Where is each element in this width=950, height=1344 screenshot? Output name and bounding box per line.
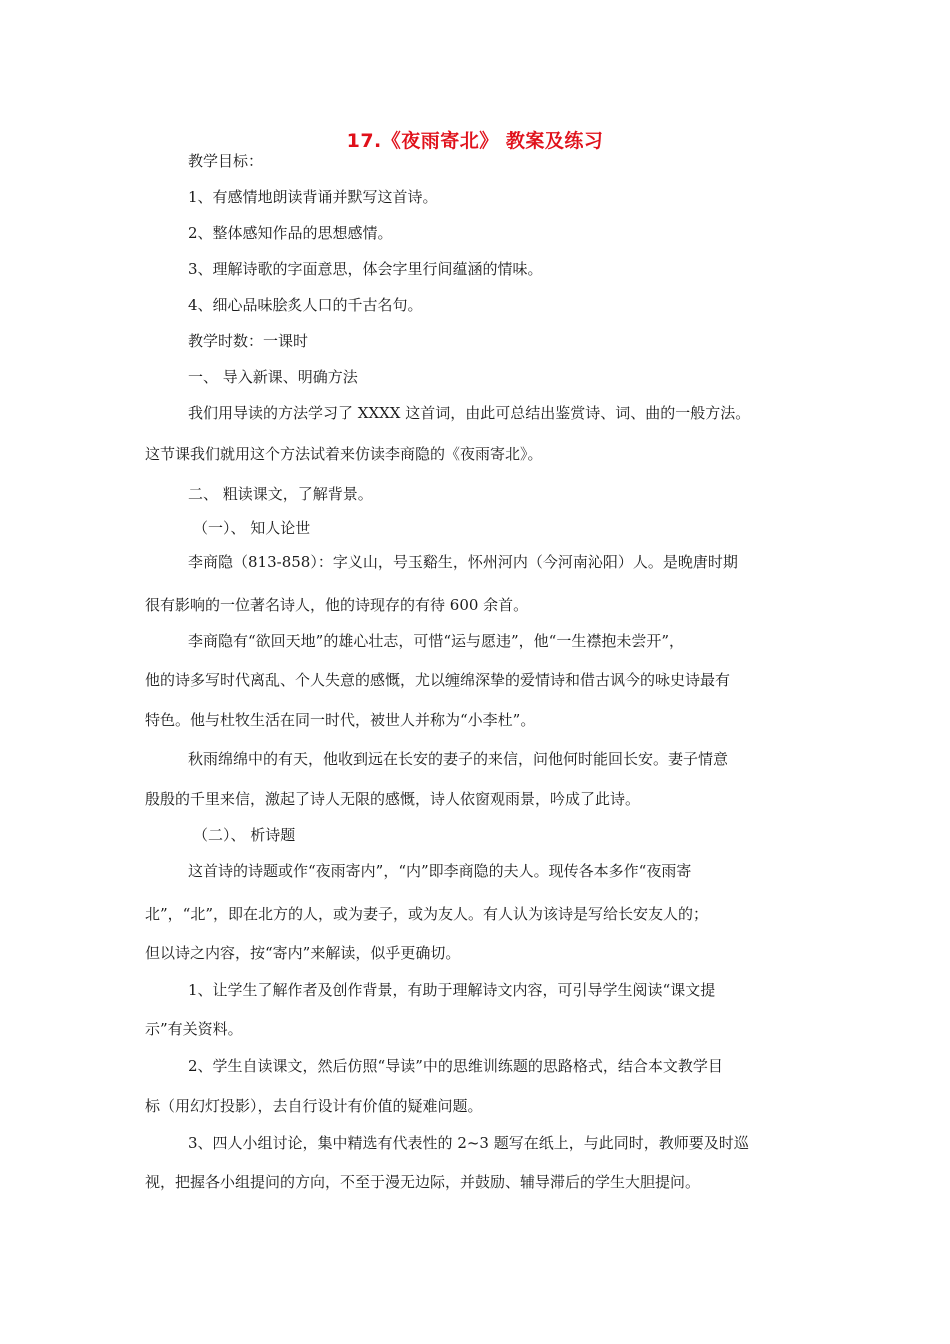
text-line: 1、让学生了解作者及创作背景，有助于理解诗文内容，可引导学生阅读“课文提 bbox=[188, 981, 716, 999]
text-line: 2、学生自读课文，然后仿照“导读”中的思维训练题的思路格式，结合本文教学目 bbox=[188, 1057, 723, 1075]
section-heading: 二、 粗读课文，了解背景。 bbox=[188, 485, 373, 503]
text-line: 这节课我们就用这个方法试着来仿读李商隐的《夜雨寄北》。 bbox=[145, 445, 543, 463]
text-line: 这首诗的诗题或作“夜雨寄内”，“内”即李商隐的夫人。现传各本多作“夜雨寄 bbox=[188, 862, 692, 880]
section-heading: 一、 导入新课、明确方法 bbox=[188, 368, 358, 386]
text-line: 教学时数：一课时 bbox=[188, 332, 309, 350]
text-line: 3、四人小组讨论，集中精选有代表性的 2~3 题写在纸上，与此同时，教师要及时巡 bbox=[188, 1134, 749, 1152]
text-line: 4、细心品味脍炙人口的千古名句。 bbox=[188, 296, 423, 314]
text-line: 2、整体感知作品的思想感情。 bbox=[188, 224, 393, 242]
text-line: 北”，“北”，即在北方的人，或为妻子，或为友人。有人认为该诗是写给长安友人的； bbox=[145, 905, 709, 923]
subsection-heading: （二）、 析诗题 bbox=[193, 826, 296, 844]
text-line: 殷殷的千里来信，激起了诗人无限的感慨，诗人依窗观雨景，吟成了此诗。 bbox=[145, 790, 641, 808]
text-line: 李商隐有“欲回天地”的雄心壮志，可惜“运与愿违”，他“一生襟抱未尝开”， bbox=[188, 632, 685, 650]
text-line: 很有影响的一位著名诗人，他的诗现存的有待 600 余首。 bbox=[145, 596, 529, 614]
text-line: 视，把握各小组提问的方向，不至于漫无边际，并鼓励、辅导滞后的学生大胆提问。 bbox=[145, 1173, 701, 1191]
text-line: 李商隐（813-858）：字义山，号玉谿生，怀州河内（今河南沁阳）人。是晚唐时期 bbox=[188, 553, 738, 571]
text-line: 但以诗之内容，按“寄内”来解读，似乎更确切。 bbox=[145, 944, 461, 962]
text-line: 特色。他与杜牧生活在同一时代，被世人并称为“小李杜”。 bbox=[145, 711, 536, 729]
document-title: 17.《夜雨寄北》 教案及练习 bbox=[346, 130, 604, 152]
text-line: 秋雨绵绵中的有天，他收到远在长安的妻子的来信，问他何时能回长安。妻子情意 bbox=[188, 750, 729, 768]
text-line: 3、理解诗歌的字面意思，体会字里行间蕴涵的情味。 bbox=[188, 260, 543, 278]
text-line: 1、有感情地朗读背诵并默写这首诗。 bbox=[188, 188, 438, 206]
subsection-heading: （一）、 知人论世 bbox=[193, 519, 311, 537]
text-line: 我们用导读的方法学习了 XXXX 这首词，由此可总结出鉴赏诗、词、曲的一般方法。 bbox=[188, 404, 751, 422]
text-line: 教学目标： bbox=[188, 152, 264, 170]
text-line: 他的诗多写时代离乱、个人失意的感慨，尤以缠绵深挚的爱情诗和借古讽今的咏史诗最有 bbox=[145, 671, 731, 689]
text-line: 示”有关资料。 bbox=[145, 1020, 243, 1038]
text-line: 标（用幻灯投影），去自行设计有价值的疑难问题。 bbox=[145, 1097, 483, 1115]
